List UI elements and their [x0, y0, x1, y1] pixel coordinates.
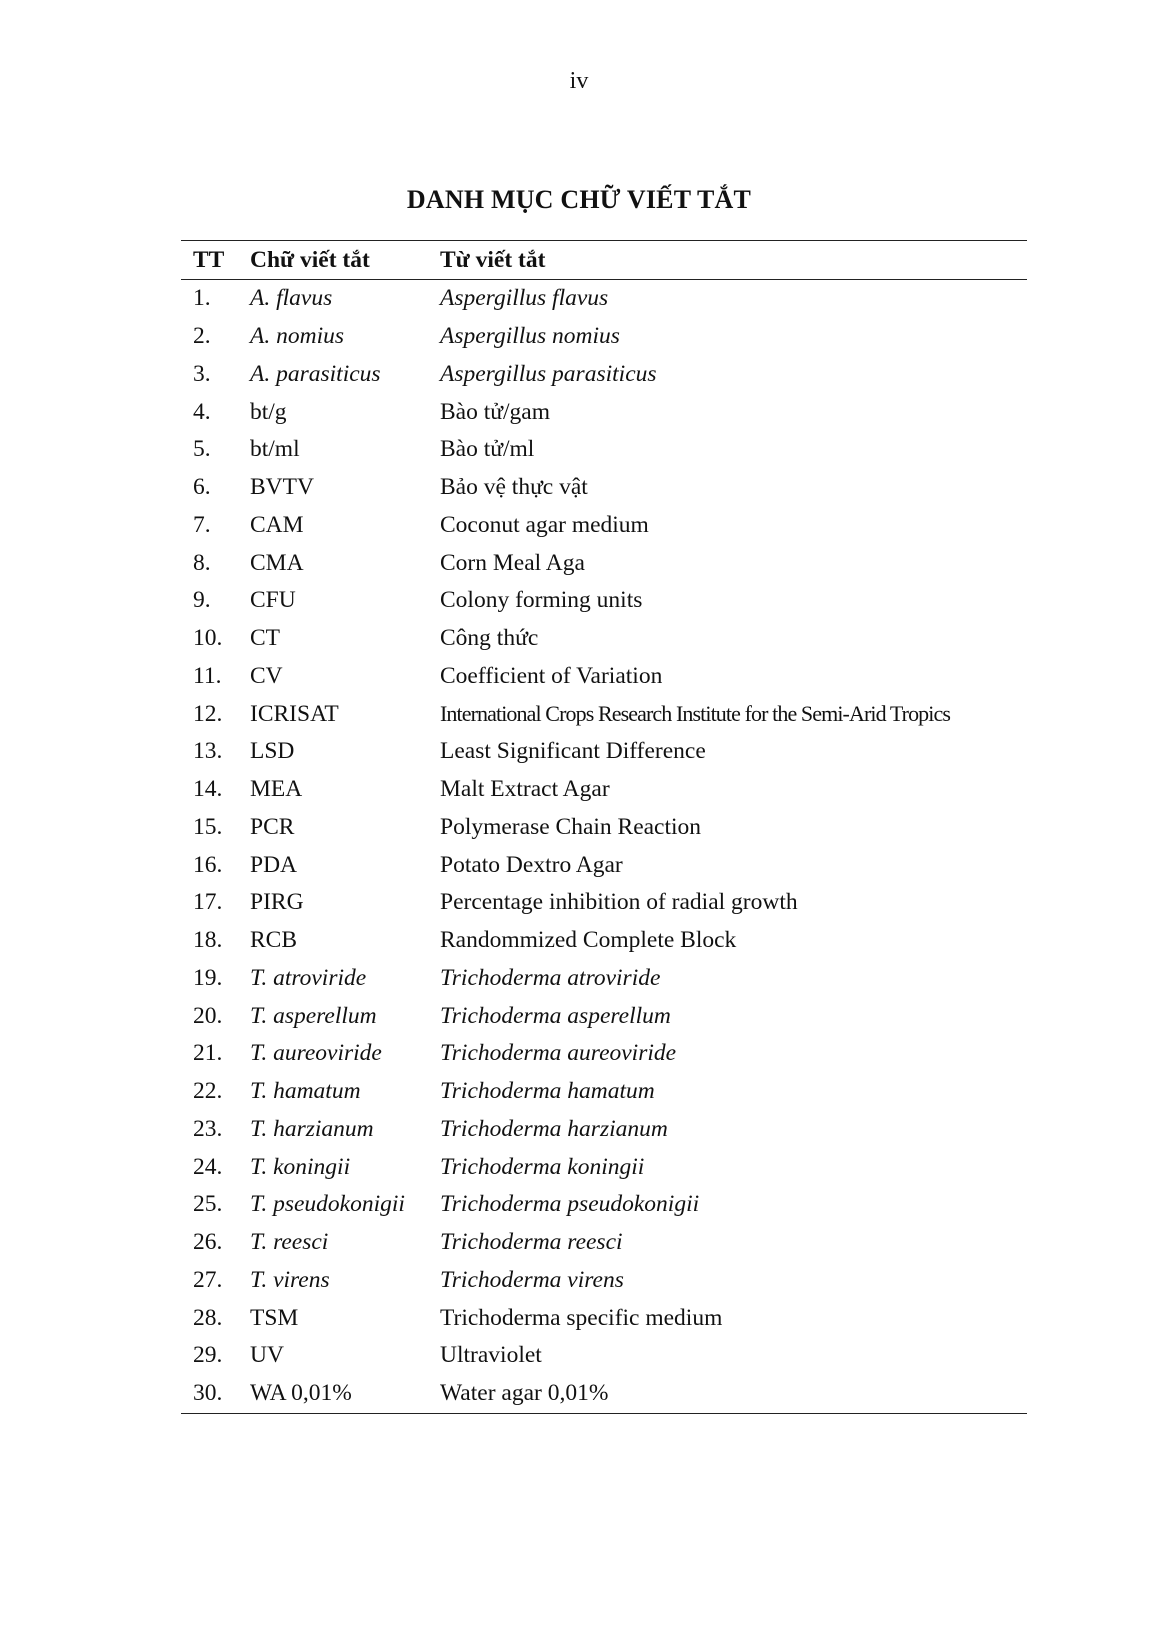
row-number: 7. [193, 511, 211, 538]
row-number: 5. [193, 436, 211, 463]
row-full-term: Bào tử/ml [440, 436, 535, 463]
table-row [181, 1337, 1027, 1375]
row-abbreviation: CAM [250, 511, 304, 538]
table-row [181, 1111, 1027, 1149]
row-number: 13. [193, 738, 223, 765]
table-row [181, 658, 1027, 696]
row-full-term: Aspergillus parasiticus [440, 360, 657, 387]
row-abbreviation: CV [250, 662, 283, 689]
row-full-term: Ultraviolet [440, 1342, 542, 1369]
row-abbreviation: PDA [250, 851, 298, 878]
table-row [181, 809, 1027, 847]
header-abbreviation: Chữ viết tắt [248, 241, 440, 280]
row-abbreviation: bt/g [250, 398, 287, 425]
table-row [181, 1262, 1027, 1300]
row-number: 8. [193, 549, 211, 576]
row-abbreviation: BVTV [250, 474, 314, 501]
table-row [181, 733, 1027, 771]
row-full-term: Aspergillus nomius [440, 323, 620, 350]
row-number: 16. [193, 851, 223, 878]
row-abbreviation: T. aureoviride [250, 1040, 382, 1067]
row-full-term: Coconut agar medium [440, 511, 649, 538]
row-number: 26. [193, 1229, 223, 1256]
row-full-term: Trichoderma virens [440, 1266, 624, 1293]
table-row [181, 1073, 1027, 1111]
row-full-term: Colony forming units [440, 587, 643, 614]
row-number: 19. [193, 964, 223, 991]
table-row [181, 1224, 1027, 1262]
row-abbreviation: A. nomius [250, 323, 344, 350]
row-full-term: Malt Extract Agar [440, 776, 610, 803]
row-abbreviation: CT [250, 625, 281, 652]
table-row [181, 1375, 1027, 1413]
row-full-term: International Crops Research Institute for the Semi-Arid Tropics [440, 701, 951, 727]
row-abbreviation: T. koningii [250, 1153, 351, 1180]
row-full-term: Trichoderma specific medium [440, 1304, 723, 1331]
row-full-term: Bào tử/gam [440, 398, 550, 425]
table-row [181, 1148, 1027, 1186]
row-number: 28. [193, 1304, 223, 1331]
row-abbreviation: ICRISAT [250, 700, 339, 727]
table-header-row [181, 241, 1027, 280]
table-row [181, 318, 1027, 356]
row-number: 4. [193, 398, 211, 425]
row-abbreviation: WA 0,01% [248, 1375, 440, 1413]
row-abbreviation: CFU [250, 587, 296, 614]
row-abbreviation: A. parasiticus [250, 360, 381, 387]
row-abbreviation: T. harzianum [250, 1115, 374, 1142]
row-abbreviation: T. reesci [250, 1229, 329, 1256]
row-full-term: Aspergillus flavus [440, 285, 609, 312]
table-row [181, 356, 1027, 394]
table-row [181, 771, 1027, 809]
row-number: 9. [193, 587, 211, 614]
row-full-term: Trichoderma atroviride [440, 964, 661, 991]
table-row [181, 393, 1027, 431]
table-row [181, 922, 1027, 960]
row-abbreviation: CMA [250, 549, 304, 576]
row-number: 2. [193, 323, 211, 350]
row-number: 29. [193, 1342, 223, 1369]
row-number: 25. [193, 1191, 223, 1218]
row-full-term: Least Significant Difference [440, 738, 706, 765]
page-title: DANH MỤC CHỮ VIẾT TẮT [406, 185, 752, 214]
row-abbreviation: A. flavus [250, 285, 333, 312]
table-row [181, 884, 1027, 922]
header-full-term: Từ viết tắt [440, 241, 1027, 280]
row-full-term: Trichoderma asperellum [440, 1002, 671, 1029]
table-row [181, 1299, 1027, 1337]
table-row [181, 695, 1027, 733]
row-number: 15. [193, 813, 223, 840]
row-number: 11. [193, 662, 222, 689]
row-full-term: Randommized Complete Block [440, 927, 737, 954]
table-row [181, 544, 1027, 582]
table-row [181, 1186, 1027, 1224]
row-abbreviation: RCB [250, 927, 298, 954]
abbreviation-table [181, 240, 1027, 1414]
row-full-term: Bảo vệ thực vật [440, 474, 588, 501]
row-abbreviation: T. pseudokonigii [250, 1191, 405, 1218]
table-row [181, 431, 1027, 469]
row-full-term: Trichoderma pseudokonigii [440, 1191, 700, 1218]
row-abbreviation: bt/ml [250, 436, 300, 463]
table-row [181, 280, 1027, 318]
row-full-term: Trichoderma harzianum [440, 1115, 668, 1142]
row-abbreviation: T. atroviride [250, 964, 367, 991]
row-number: 3. [193, 360, 211, 387]
row-full-term: Trichoderma koningii [440, 1153, 645, 1180]
row-full-term: Corn Meal Aga [440, 549, 585, 576]
row-abbreviation: LSD [250, 738, 295, 765]
row-number: 22. [193, 1078, 223, 1105]
row-abbreviation: PIRG [250, 889, 304, 916]
page-number: iv [569, 68, 589, 94]
row-number: 30. [181, 1375, 248, 1413]
row-abbreviation: TSM [250, 1304, 299, 1331]
row-number: 1. [193, 285, 211, 312]
row-abbreviation: T. asperellum [250, 1002, 377, 1029]
row-abbreviation: T. hamatum [250, 1078, 361, 1105]
table-row [181, 846, 1027, 884]
table-body [181, 280, 1027, 1414]
row-number: 6. [193, 474, 211, 501]
row-abbreviation: PCR [250, 813, 295, 840]
table-row [181, 1035, 1027, 1073]
row-full-term: Coefficient of Variation [440, 662, 663, 689]
table-row [181, 960, 1027, 998]
row-number: 17. [193, 889, 223, 916]
row-abbreviation: UV [250, 1342, 284, 1369]
row-full-term: Potato Dextro Agar [440, 851, 623, 878]
table-row [181, 469, 1027, 507]
row-full-term: Polymerase Chain Reaction [440, 813, 702, 840]
row-number: 24. [193, 1153, 223, 1180]
row-number: 27. [193, 1266, 223, 1293]
row-full-term: Trichoderma reesci [440, 1229, 623, 1256]
row-number: 20. [193, 1002, 223, 1029]
row-full-term: Trichoderma hamatum [440, 1078, 655, 1105]
row-abbreviation: T. virens [250, 1266, 330, 1293]
row-number: 21. [193, 1040, 223, 1067]
row-number: 12. [193, 700, 223, 727]
row-full-term: Percentage inhibition of radial growth [440, 889, 798, 916]
row-number: 23. [193, 1115, 223, 1142]
table-row [181, 582, 1027, 620]
row-full-term: Công thức [440, 625, 539, 652]
header-tt: TT [181, 241, 248, 280]
row-full-term: Water agar 0,01% [440, 1375, 1027, 1413]
table-row [181, 507, 1027, 545]
row-number: 10. [193, 625, 223, 652]
row-number: 18. [193, 927, 223, 954]
table-row [181, 997, 1027, 1035]
table-row [181, 620, 1027, 658]
row-full-term: Trichoderma aureoviride [440, 1040, 677, 1067]
row-abbreviation: MEA [250, 776, 303, 803]
row-number: 14. [193, 776, 223, 803]
